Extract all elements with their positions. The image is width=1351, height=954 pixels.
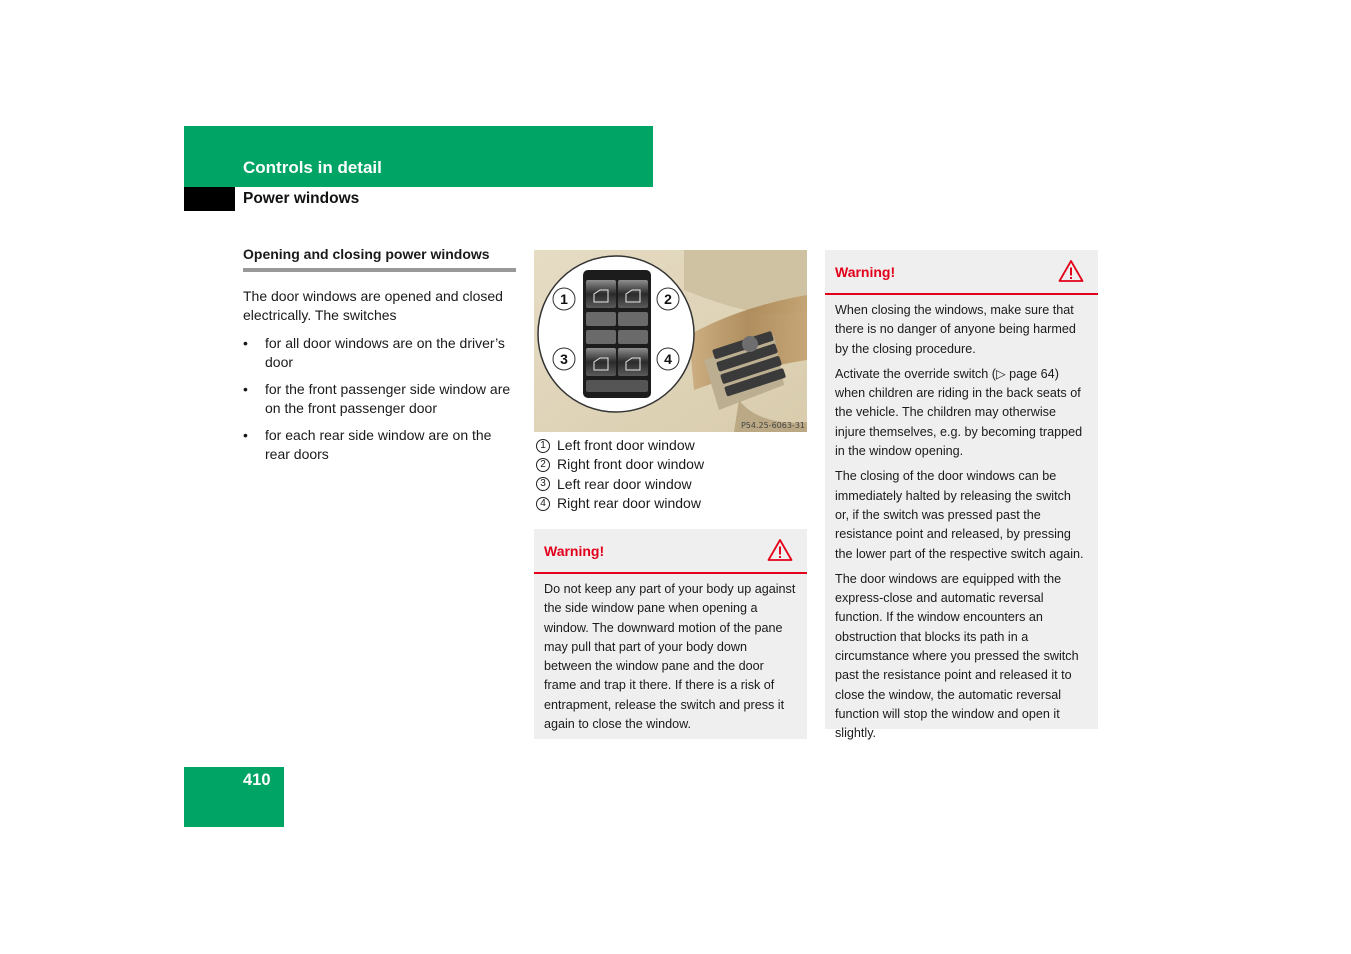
list-item: • for all door windows are on the driver’s door bbox=[243, 334, 516, 373]
legend-item bbox=[534, 436, 704, 455]
section-heading: Opening and closing power windows bbox=[243, 245, 516, 272]
legend-item bbox=[534, 475, 704, 494]
warning-text: Activate the override switch (▷ page 64) when children are riding in the back seats of the vehicle. The children may otherwise injure themselves, e.g. by becoming trapped in the window opening. bbox=[835, 366, 1083, 459]
callout-1: 1 bbox=[560, 291, 568, 307]
callout-3: 3 bbox=[560, 351, 568, 367]
warning-body bbox=[534, 574, 807, 743]
list-item: • for each rear side window are on the rear doors bbox=[243, 426, 516, 465]
legend-number: 1 bbox=[536, 439, 550, 453]
switch-location-list bbox=[243, 334, 516, 465]
intro-column bbox=[243, 245, 516, 472]
legend-label: Right rear door window bbox=[557, 494, 701, 511]
callout-2: 2 bbox=[664, 291, 672, 307]
warning-header bbox=[825, 250, 1098, 295]
warning-text: The door windows are equipped with the express-close and automatic reversal function. If the window encounters an obstruction that blocks its path in a circumstance where you pressed the switch past the resistance point and released it to close the window, the automatic reversal function will stop the window and open it slightly. bbox=[835, 571, 1079, 741]
chapter-title: Controls in detail bbox=[243, 158, 382, 177]
warning-text: When closing the windows, make sure that there is no danger of anyone being harmed by the closing procedure. bbox=[835, 303, 1076, 356]
legend-number: 3 bbox=[536, 477, 550, 491]
warning-title: Warning! bbox=[835, 264, 896, 280]
section-marker bbox=[184, 187, 235, 211]
page-number: 410 bbox=[243, 771, 271, 789]
legend-item bbox=[534, 455, 704, 474]
warning-triangle-icon bbox=[767, 538, 793, 562]
warning-text: Do not keep any part of your body up against the side window pane when opening a window. The downward motion of the pane may pull that part of your body down between the window pane and the door frame and trap it there. If there is a risk of entrapment, release the switch and press it again to close the window. bbox=[544, 582, 796, 732]
switch-panel-image bbox=[534, 250, 807, 432]
warning-text: The closing of the door windows can be immediately halted by releasing the switch or, if the switch was pressed past the resistance point and released, by pressing the lower part of the respective switch again. bbox=[835, 469, 1084, 561]
warning-box-entrapment bbox=[534, 529, 807, 739]
callout-4: 4 bbox=[664, 351, 672, 367]
section-title: Power windows bbox=[243, 190, 360, 207]
figure-legend bbox=[534, 436, 704, 513]
legend-number: 2 bbox=[536, 458, 550, 472]
list-item: • for the front passenger side window are on the front passenger door bbox=[243, 380, 516, 419]
warning-header bbox=[534, 529, 807, 574]
legend-label: Right front door window bbox=[557, 456, 705, 473]
window-switch-illustration bbox=[534, 250, 807, 432]
legend-item bbox=[534, 494, 704, 513]
warning-title: Warning! bbox=[544, 543, 605, 559]
figure-code: P54.25-6063-31 bbox=[740, 421, 805, 430]
legend-number: 4 bbox=[536, 497, 550, 511]
warning-triangle-icon bbox=[1058, 259, 1084, 283]
intro-text: The door windows are opened and closed electrically. The switches bbox=[243, 287, 503, 323]
legend-label: Left front door window bbox=[557, 437, 695, 453]
warning-body bbox=[825, 295, 1098, 753]
warning-box-closing bbox=[825, 250, 1098, 741]
legend-label: Left rear door window bbox=[557, 475, 692, 492]
